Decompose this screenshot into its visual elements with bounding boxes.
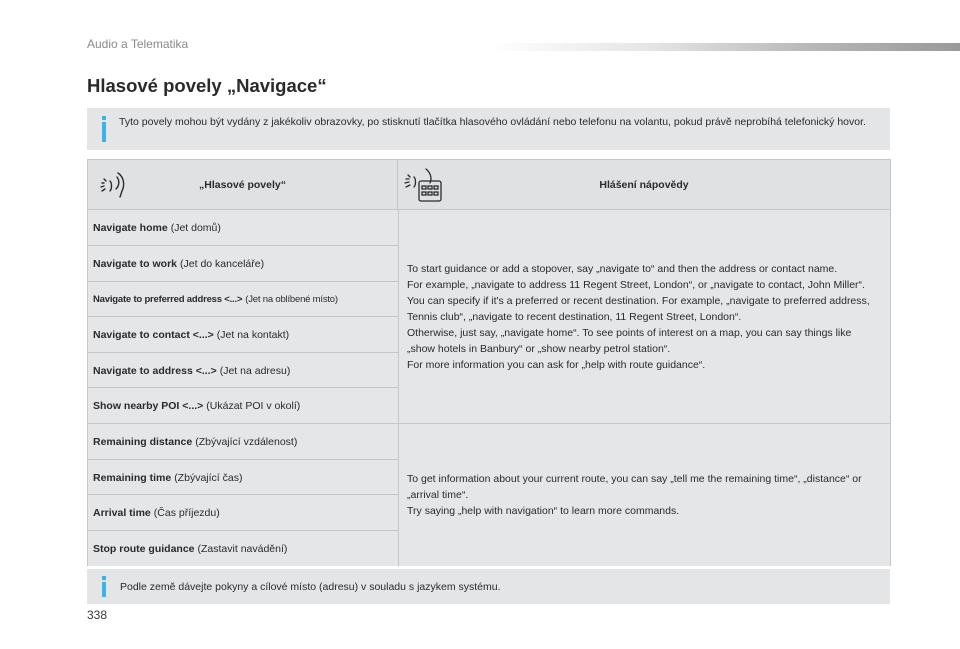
help-message-text: [407, 471, 878, 519]
help-message-text: [407, 261, 878, 373]
command-translation: (Zastavit navádění): [197, 542, 288, 555]
info-note-text: Tyto povely mohou být vydány z jakékoliv obrazovky, po stisknutí tlačítka hlasového ovládání nebo telefonu na volantu, pokud právě neprobíhá telefonický hovor.: [119, 116, 866, 128]
command-translation: (Zbývající čas): [174, 471, 243, 484]
table-header-commands-label: „Hlasové povely“: [199, 178, 286, 191]
voice-commands-table: [87, 159, 891, 566]
command-translation: (Jet na kontakt): [216, 328, 290, 341]
table-header-help-label: Hlášení nápovědy: [599, 178, 689, 191]
command-translation: (Ukázat POI v okolí): [206, 399, 301, 412]
page-title: Hlasové povely „Navigace“: [87, 75, 327, 96]
table-header-help: [398, 160, 890, 209]
command-translation: (Jet domů): [170, 221, 221, 234]
command-translation: (Jet do kanceláře): [180, 257, 265, 270]
table-row: [88, 316, 398, 352]
command-name: Remaining distance: [93, 435, 193, 448]
table-row: [88, 281, 398, 317]
table-row: [88, 459, 398, 495]
command-name: Navigate to work: [93, 257, 178, 270]
table-header-commands: [88, 160, 398, 209]
help-line: To start guidance or add a stopover, say „navigate to“ and then the address or contact name.: [407, 262, 838, 275]
help-line: For example, „navigate to address 11 Regent Street, London“, or „navigate to contact, John Miller“.: [407, 278, 865, 291]
command-translation: (Čas příjezdu): [153, 506, 220, 519]
command-name: Navigate to preferred address <...>: [93, 294, 243, 305]
info-note-top: [87, 108, 890, 150]
help-line: To get information about your current route, you can say „tell me the remaining time“, „distance“ or „arrival time“.: [407, 473, 862, 501]
command-name: Navigate to address <...>: [93, 364, 217, 377]
help-message-route-info: [398, 423, 890, 566]
command-name: Stop route guidance: [93, 542, 195, 555]
info-icon: [102, 116, 106, 142]
table-row: [88, 423, 398, 459]
table-row: [88, 245, 398, 281]
page-number: 338: [87, 608, 108, 622]
help-line: Otherwise, just say, „navigate home“. To see points of interest on a map, you can say things like „show hotels in Banbury“ or „show nearby petrol station“.: [407, 326, 852, 355]
table-row: [88, 494, 398, 530]
header-gradient-bar: [490, 43, 960, 51]
help-message-navigation: [398, 209, 890, 423]
help-line: You can specify if it's a preferred or recent destination. For example, „navigate to preferred address, Tennis club“, „navigate to recent destination, 11 Regent Street, London“.: [407, 294, 870, 323]
command-name: Navigate to contact <...>: [93, 328, 214, 341]
command-translation: (Jet na adresu): [219, 364, 291, 377]
command-name: Remaining time: [93, 471, 172, 484]
table-row: [88, 209, 398, 245]
table-row: [88, 352, 398, 388]
info-note-bottom: [87, 569, 890, 604]
help-line: Try saying „help with navigation“ to learn more commands.: [407, 505, 680, 517]
table-row: [88, 530, 398, 566]
command-name: Navigate home: [93, 221, 168, 234]
help-line: For more information you can ask for „help with route guidance“.: [407, 358, 706, 371]
table-row: [88, 387, 398, 423]
command-name: Arrival time: [93, 506, 151, 519]
command-name: Show nearby POI <...>: [93, 399, 204, 412]
command-translation: (Zbývající vzdálenost): [195, 435, 298, 448]
info-icon: [102, 576, 106, 597]
command-translation: (Jet na oblíbené místo): [245, 294, 338, 305]
section-header: Audio a Telematika: [87, 37, 189, 51]
info-note-text: Podle země dávejte pokyny a cílové místo (adresu) v souladu s jazykem systému.: [120, 581, 501, 593]
